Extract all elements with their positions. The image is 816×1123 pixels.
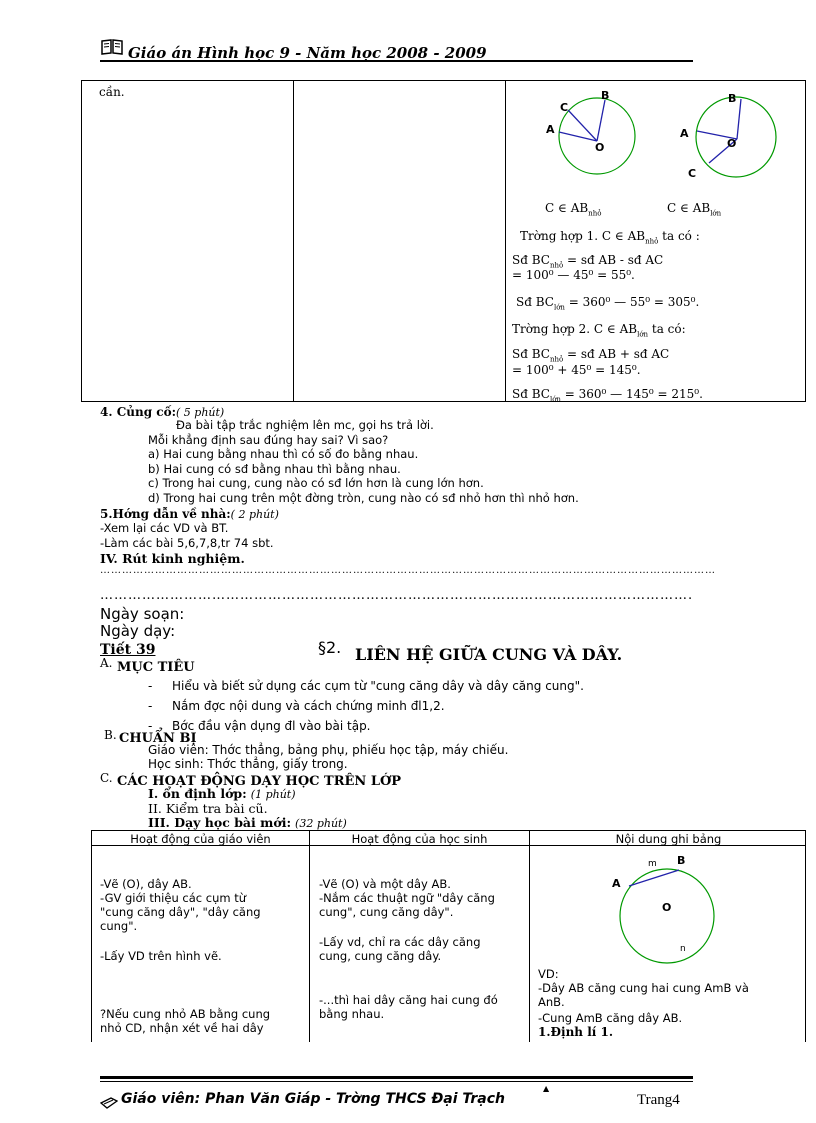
consolidation-heading: 4. Củng cố:( 5 phút) [100, 405, 225, 419]
gv-line: "cung căng dây", "dây căng [100, 905, 261, 919]
fig1-label-c: C [560, 101, 569, 114]
homework-line: -Làm các bài 5,6,7,8,tr 74 sbt. [100, 536, 274, 550]
case2-line3: Sđ $BC_{lớn} = 360^0$ — 145⁰ = 215⁰. [512, 387, 703, 404]
fig3-label-m: m [648, 859, 657, 869]
a-title: MỤC TIÊU [117, 660, 195, 675]
c-title: CÁC HOẠT ĐỘNG DẠY HỌC TRÊN LỚP [117, 774, 402, 789]
header-rule [100, 60, 693, 62]
footer-rule-thick [100, 1076, 693, 1079]
homework-body [100, 521, 274, 551]
fig3-label-n: n [680, 944, 686, 954]
consolidation-line: Mỗi khẳng định sau đúng hay sai? Vì sao? [148, 432, 389, 447]
teach-date: Ngày dạy: [100, 622, 176, 640]
gv-line: -Vẽ (O), dây AB. [100, 877, 192, 891]
consolidation-line: d) Trong hai cung trên một đờng tròn, cung nào có sđ nhỏ hơn thì nhỏ hơn. [148, 490, 579, 505]
case1-line3: Sđ $BC_{lớn} = 360^0$ — 55⁰ = 305⁰. [516, 295, 700, 312]
consolidation-line: a) Hai cung bằng nhau thì có số đo bằng nhau. [148, 447, 419, 462]
consolidation-line: Đa bài tập trắc nghiệm lên mc, gọi hs trả lời. [176, 418, 434, 432]
hs-line: cung, cung căng dây. [319, 949, 442, 963]
activity-table [91, 830, 806, 1042]
prep-date: Ngày soạn: [100, 605, 185, 623]
a-item: - Hiểu và biết sử dụng các cụm từ "cung căng dây và dây căng cung". [148, 679, 584, 693]
b-label: B. [104, 728, 117, 742]
page-number: Trang4 [637, 1092, 680, 1108]
table-top-divider-1 [293, 81, 294, 401]
fig2-label-o: O [727, 137, 737, 150]
gv-line: cung". [100, 919, 138, 933]
hs-line: -Vẽ (O) và một dây AB. [319, 877, 451, 891]
c-label: C. [100, 771, 113, 785]
gv-line: -Lấy VD trên hình vẽ. [100, 949, 222, 963]
c-item: III. Dạy học bài mới: (32 phút) [148, 815, 347, 830]
col1-text: cần. [99, 85, 125, 99]
theorem-heading: 1.Định lí 1. [538, 1025, 614, 1039]
fig2-label-b: B [728, 92, 737, 105]
activity-table-divider-2 [529, 831, 530, 1042]
consolidation-line: c) Trong hai cung, cung nào có sđ lớn hơn là cung lớn hơn. [148, 476, 484, 491]
fig3-label-a: A [612, 877, 621, 890]
b-list [148, 743, 508, 771]
consolidation-line: b) Hai cung có sđ bằng nhau thì bằng nhau. [148, 461, 401, 476]
hs-line: -Lấy vd, chỉ ra các dây căng [319, 935, 481, 949]
homework-heading: 5.Hớng dẫn về nhà:( 2 phút) [100, 507, 279, 521]
fig2-label-a: A [680, 127, 689, 140]
a-label: A. [100, 656, 113, 670]
fig1-label-o: O [595, 141, 605, 154]
consolidation-body [148, 418, 579, 506]
lesson-dates [100, 606, 184, 640]
fig2-label-c: C [688, 167, 697, 180]
header-student: Hoạt động của học sinh [351, 832, 488, 846]
c-item: I. ổn định lớp: (1 phút) [148, 786, 296, 801]
membership-large: C ∈ $AB_{lớn}$ [667, 201, 722, 218]
dotted-line-1: …………………………………………………………………………………………………………………………………………………… [100, 565, 716, 576]
b-item: Giáo viên: Thớc thẳng, bảng phụ, phiếu học tập, máy chiếu. [148, 743, 509, 757]
a-item: - Bớc đầu vận dụng đl vào bài tập. [148, 719, 371, 733]
header-board: Nội dung ghi bảng [615, 832, 722, 846]
nd-line: VD: [538, 967, 559, 981]
fig1-label-b: B [601, 89, 610, 102]
nd-line: AnB. [538, 995, 565, 1009]
review-heading: IV. Rút kinh nghiệm. [100, 551, 245, 566]
book-icon [100, 38, 124, 56]
lesson-title: LIÊN HỆ GIỮA CUNG VÀ DÂY. [355, 645, 623, 664]
gv-line: -GV giới thiệu các cụm từ [100, 891, 247, 905]
a-list [148, 676, 584, 736]
case2-title: Trờng hợp 2. C ∈ $AB_{lớn}$ ta có: [512, 322, 686, 339]
hs-line: -...thì hai dây căng hai cung đó [319, 993, 498, 1007]
fig3-label-b: B [677, 854, 686, 867]
footer-author: Giáo viên: Phan Văn Giáp - Trờng THCS Đại Trạch [121, 1091, 506, 1107]
c-list [148, 787, 347, 831]
case1-line1: Sđ $BC_{nhỏ}$ = sđ AB - sđ AC [512, 253, 664, 270]
pen-icon [100, 1094, 118, 1106]
footer-rule-thin [100, 1081, 693, 1082]
membership-small: C ∈ $AB_{nhỏ}$ [545, 201, 602, 218]
case2-line1: Sđ $BC_{nhỏ}$ = sđ AB + sđ AC [512, 347, 670, 364]
nd-line: -Cung AmB căng dây AB. [538, 1011, 683, 1025]
gv-line: ?Nếu cung nhỏ AB bằng cung [100, 1007, 271, 1021]
table-top-divider-2 [505, 81, 506, 401]
case2-line2: = 100⁰ + 45⁰ = 145⁰. [512, 363, 641, 377]
a-item: - Nắm đợc nội dung và cách chứng minh đl1,2. [148, 699, 445, 713]
gv-line: nhỏ CD, nhận xét về hai dây [100, 1021, 264, 1035]
page-header-title: Giáo án Hình học 9 - Năm học 2008 - 2009 [128, 44, 487, 62]
fig3-label-o: O [662, 901, 672, 914]
dotted-line-2: ………………………………………………………………………………………………………………. [100, 588, 694, 603]
b-title: CHUẨN BỊ [119, 731, 197, 746]
activity-table-divider-1 [309, 831, 310, 1042]
b-item: Học sinh: Thớc thẳng, giấy trong. [148, 757, 348, 771]
hs-line: -Nắm các thuật ngữ "dây căng [319, 891, 495, 905]
section-symbol: §2. [318, 638, 342, 657]
homework-line: -Xem lại các VD và BT. [100, 521, 229, 535]
period-label: Tiết 39 [100, 642, 156, 658]
nd-line: -Dây AB căng cung hai cung AmB và [538, 981, 749, 995]
triangle-mark: ▲ [543, 1084, 550, 1093]
hs-line: cung", cung căng dây". [319, 905, 454, 919]
c-item: II. Kiểm tra bài cũ. [148, 801, 268, 816]
fig1-label-a: A [546, 123, 555, 136]
arc-figures [507, 83, 805, 201]
header-teacher: Hoạt động của giáo viên [130, 832, 271, 846]
table-top [81, 80, 806, 402]
case1-line2: = 100⁰ — 45⁰ = 55⁰. [512, 268, 635, 282]
case1-title: Trờng hợp 1. C ∈ $AB_{nhỏ}$ ta có : [520, 229, 700, 246]
hs-line: bằng nhau. [319, 1007, 385, 1021]
